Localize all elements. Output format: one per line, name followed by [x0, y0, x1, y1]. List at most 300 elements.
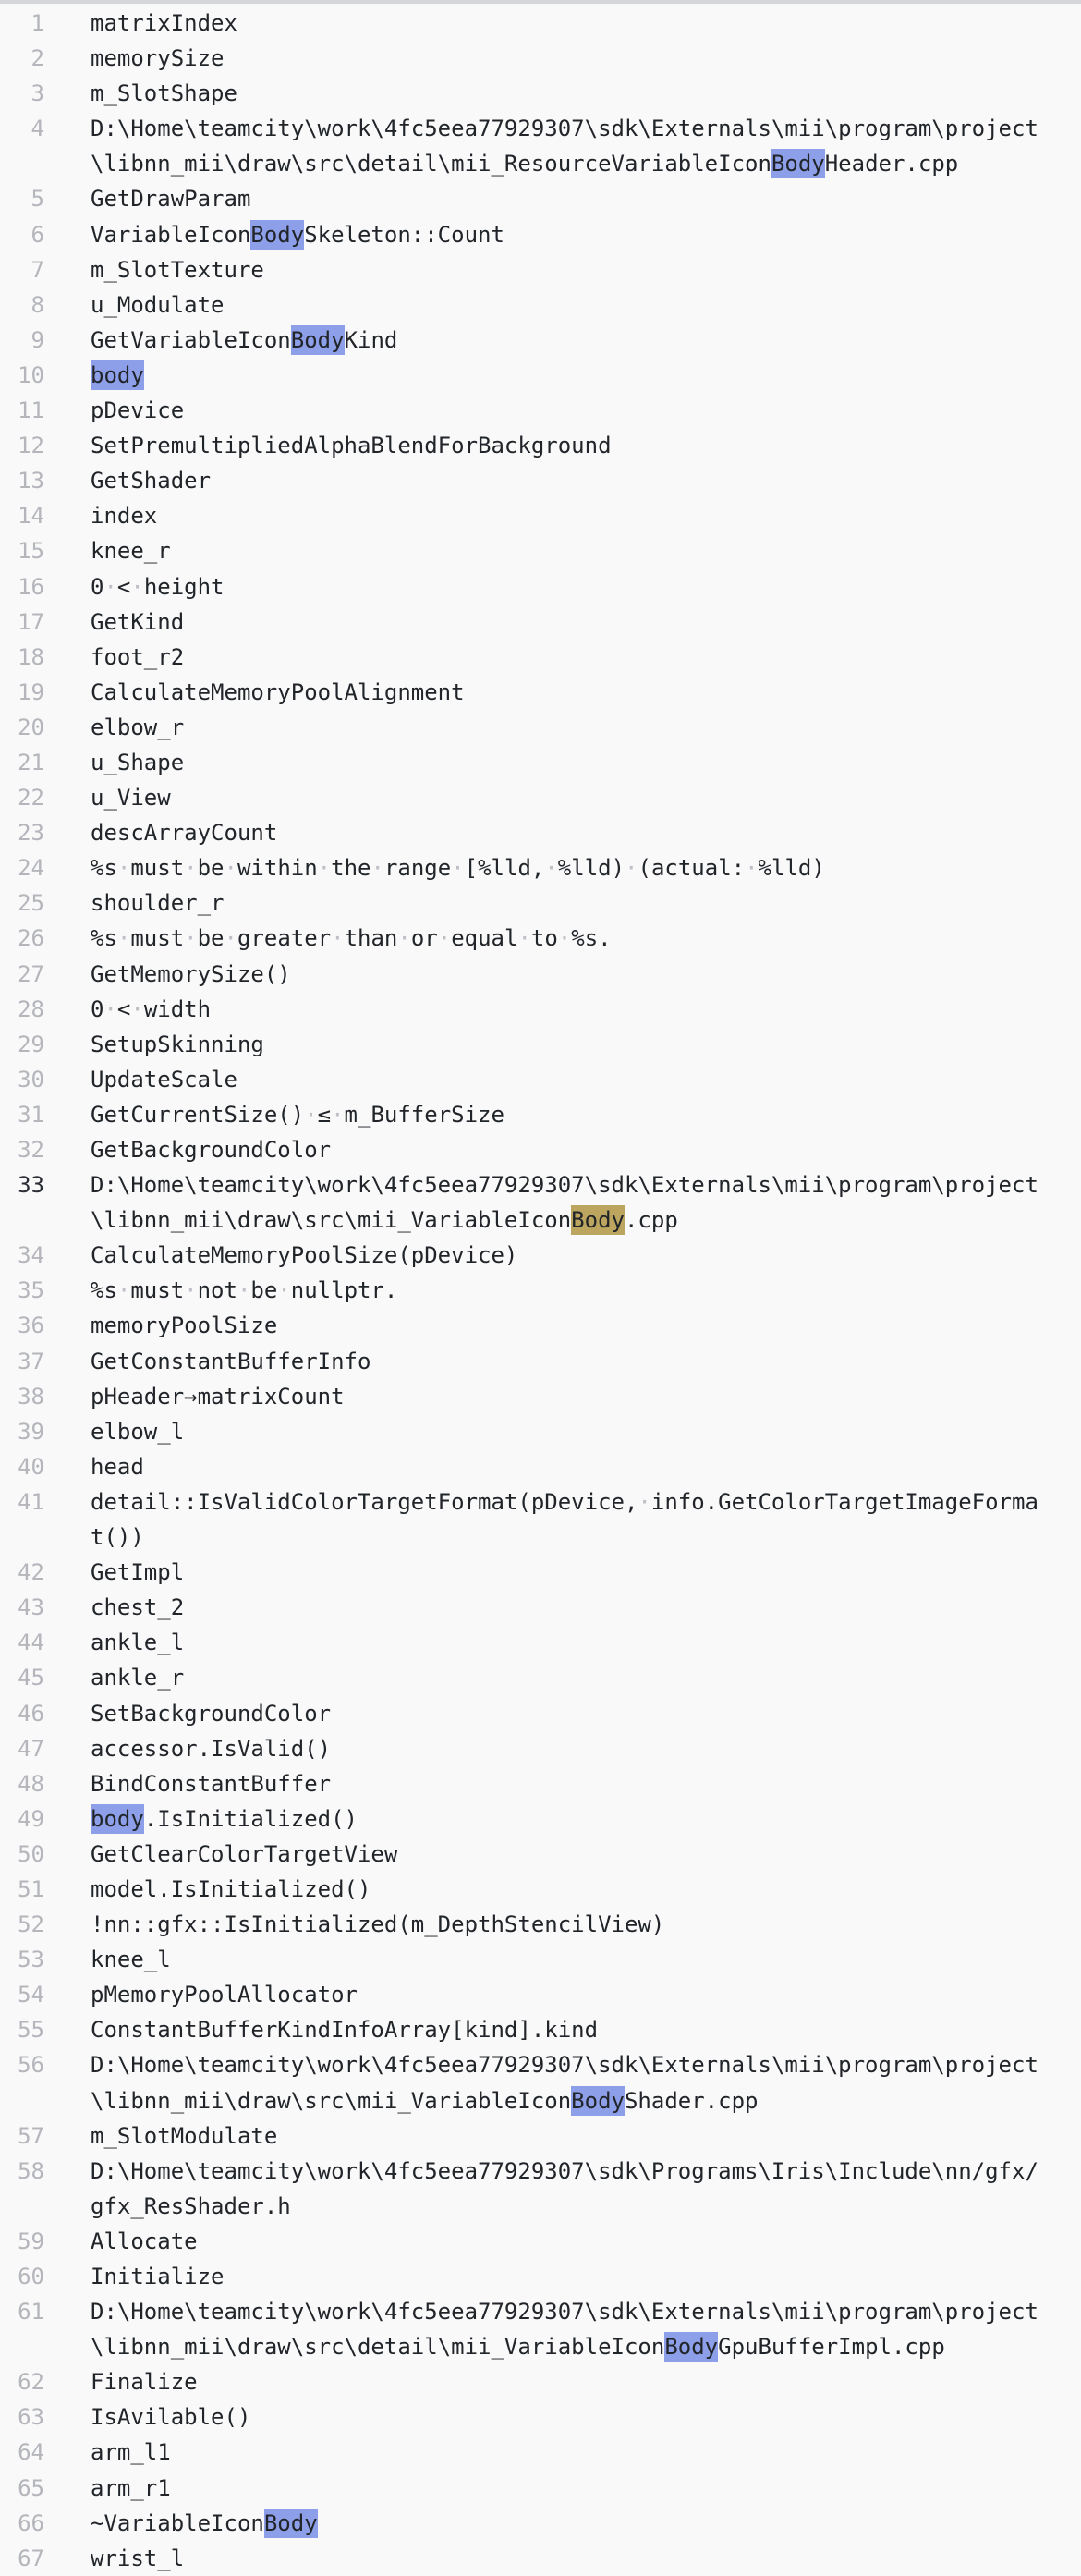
string-line[interactable]: [0, 710, 1081, 745]
string-line[interactable]: [0, 1907, 1081, 1942]
line-number: 12: [18, 433, 44, 459]
string-value: [91, 1308, 1047, 1343]
string-line[interactable]: [0, 6, 1081, 41]
current-line-number: 33: [18, 1172, 44, 1199]
string-text: elbow_r: [91, 714, 185, 740]
whitespace-dot: ·: [184, 855, 198, 882]
string-text: knee_l: [91, 1947, 171, 1973]
whitespace-dot: ·: [116, 1277, 131, 1304]
string-line[interactable]: [0, 1590, 1081, 1625]
search-match-highlight: Body: [250, 221, 305, 248]
string-text: Initialize: [91, 2264, 225, 2289]
string-text: GetImpl: [91, 1559, 185, 1586]
string-value: [91, 393, 1047, 428]
string-value: [91, 1872, 1047, 1907]
line-number: 21: [18, 749, 44, 775]
search-match-highlight: Body: [263, 2509, 318, 2536]
line-number: 66: [18, 2509, 44, 2536]
string-line[interactable]: [0, 957, 1081, 992]
string-line[interactable]: [0, 815, 1081, 850]
string-line[interactable]: [0, 252, 1081, 287]
string-text: m_SlotShape: [91, 80, 237, 107]
whitespace-dot: ·: [224, 925, 237, 952]
string-text: IsAvilable(): [91, 2404, 251, 2431]
string-value: [91, 181, 1047, 216]
string-text: GetVariableIcon: [91, 326, 291, 353]
line-number: 48: [18, 1770, 44, 1797]
string-line[interactable]: [0, 640, 1081, 675]
strings-list: [0, 4, 1081, 2576]
string-value: [91, 745, 1047, 780]
line-number: 22: [18, 785, 44, 812]
whitespace-dot: ·: [103, 995, 117, 1022]
string-text: m_SlotTexture: [91, 256, 264, 283]
whitespace-dot: ·: [517, 925, 531, 952]
string-line[interactable]: [0, 921, 1081, 956]
string-value: [91, 1097, 1047, 1132]
string-value: [91, 2259, 1047, 2294]
string-text: D:\Home\teamcity\work\4fc5eea77929307\sdk\Externals\mii\program\project\libnn_mii\draw\src\mii_VariableIcon: [91, 1172, 1038, 1234]
string-value: [91, 992, 1047, 1027]
line-number: 2: [30, 45, 44, 72]
string-text: arm_r1: [91, 2474, 171, 2501]
line-number: 1: [30, 10, 44, 36]
string-text: CalculateMemoryPoolAlignment: [91, 678, 465, 705]
line-number: 47: [18, 1735, 44, 1762]
string-line[interactable]: [0, 780, 1081, 815]
string-line[interactable]: [0, 1731, 1081, 1766]
string-line[interactable]: [0, 745, 1081, 780]
string-line[interactable]: [0, 1273, 1081, 1308]
string-text: shoulder_r: [91, 890, 225, 917]
string-line[interactable]: [0, 992, 1081, 1027]
whitespace-dot: ·: [184, 1277, 198, 1304]
string-value: [91, 675, 1047, 710]
string-text: 0·<·height: [91, 573, 225, 600]
line-number: 7: [30, 256, 44, 283]
string-value: [91, 323, 1047, 358]
string-value: [91, 2012, 1047, 2047]
string-text: GetShader: [91, 468, 212, 494]
string-text: GetMemorySize(): [91, 960, 291, 987]
line-number: 24: [18, 855, 44, 882]
string-value: [91, 498, 1047, 533]
line-number: 55: [18, 2017, 44, 2044]
whitespace-dot: ·: [304, 1101, 318, 1128]
string-value: [91, 1238, 1047, 1273]
string-line[interactable]: [0, 2154, 1081, 2224]
whitespace-dot: ·: [370, 855, 384, 882]
string-line[interactable]: [0, 2259, 1081, 2294]
line-number: 52: [18, 1911, 44, 1938]
string-text: GetKind: [91, 608, 185, 635]
string-line[interactable]: [0, 428, 1081, 463]
string-line[interactable]: [0, 850, 1081, 885]
string-line[interactable]: [0, 217, 1081, 252]
string-text: Finalize: [91, 2369, 198, 2396]
string-value: [91, 6, 1047, 41]
line-number: 51: [18, 1875, 44, 1902]
line-number: 53: [18, 1947, 44, 1973]
string-text: wrist_l: [91, 2545, 185, 2571]
string-line[interactable]: [0, 1379, 1081, 1414]
string-line[interactable]: [0, 393, 1081, 428]
line-number: 46: [18, 1700, 44, 1727]
line-number: 60: [18, 2264, 44, 2289]
string-value: [91, 1132, 1047, 1167]
string-text: SetPremultipliedAlphaBlendForBackground: [91, 433, 612, 459]
string-value: [91, 41, 1047, 76]
string-value: [91, 640, 1047, 675]
string-value: [91, 2435, 1047, 2470]
line-number: 64: [18, 2439, 44, 2466]
string-text: memorySize: [91, 45, 225, 72]
string-text: u_View: [91, 785, 171, 812]
whitespace-dot: ·: [317, 855, 332, 882]
string-value: [91, 1449, 1047, 1484]
line-number: 59: [18, 2228, 44, 2254]
string-text: pMemoryPoolAllocator: [91, 1982, 358, 2008]
string-value: [91, 1555, 1047, 1590]
string-line[interactable]: [0, 463, 1081, 498]
line-number: 9: [30, 326, 44, 353]
line-number: 15: [18, 538, 44, 565]
string-text: GetCurrentSize()·≤·m_BufferSize: [91, 1101, 504, 1128]
line-number: 50: [18, 1840, 44, 1867]
string-line[interactable]: [0, 1625, 1081, 1660]
line-number: 13: [18, 468, 44, 494]
search-match-highlight: Body: [771, 151, 825, 177]
string-text: model.IsInitialized(): [91, 1875, 371, 1902]
string-text: CalculateMemoryPoolSize(pDevice): [91, 1242, 518, 1269]
string-line[interactable]: [0, 885, 1081, 921]
string-value: [91, 1167, 1047, 1238]
line-number: 3: [30, 80, 44, 107]
whitespace-dot: ·: [331, 925, 345, 952]
string-value: [91, 2471, 1047, 2506]
string-text: ~VariableIcon: [91, 2509, 264, 2536]
string-text: knee_r: [91, 538, 171, 565]
string-value: [91, 217, 1047, 252]
line-number: 41: [18, 1488, 44, 1515]
string-value: [91, 1273, 1047, 1308]
string-line[interactable]: [0, 1167, 1081, 1238]
string-value: [91, 2047, 1047, 2118]
string-text: chest_2: [91, 1594, 185, 1621]
string-value: [91, 710, 1047, 745]
line-number: 38: [18, 1383, 44, 1410]
string-text: GpuBufferImpl.cpp: [718, 2334, 945, 2361]
line-number: 67: [18, 2545, 44, 2571]
line-number: 61: [18, 2299, 44, 2326]
string-text: u_Modulate: [91, 291, 225, 318]
line-number: 26: [18, 925, 44, 952]
string-text: Header.cpp: [824, 151, 959, 177]
string-value: [91, 1907, 1047, 1942]
line-number: 42: [18, 1559, 44, 1586]
string-value: [91, 850, 1047, 885]
line-number: 45: [18, 1665, 44, 1691]
string-line[interactable]: [0, 1942, 1081, 1977]
string-value: [91, 1766, 1047, 1801]
string-text: D:\Home\teamcity\work\4fc5eea77929307\sdk\Externals\mii\program\project\libnn_mii\draw\src\mii_VariableIcon: [91, 2052, 1038, 2114]
string-value: [91, 2224, 1047, 2259]
string-line[interactable]: [0, 1097, 1081, 1132]
string-line[interactable]: [0, 2541, 1081, 2576]
string-value: [91, 1731, 1047, 1766]
line-number: 36: [18, 1312, 44, 1339]
string-value: [91, 2541, 1047, 2576]
string-line[interactable]: [0, 1062, 1081, 1097]
current-search-match-highlight: Body: [571, 1207, 625, 1234]
string-text: m_SlotModulate: [91, 2122, 278, 2149]
string-line[interactable]: [0, 675, 1081, 710]
whitespace-dot: ·: [130, 995, 144, 1022]
string-line[interactable]: [0, 2364, 1081, 2399]
search-match-highlight: Body: [290, 326, 345, 353]
line-number: 31: [18, 1101, 44, 1128]
string-value: [91, 1801, 1047, 1837]
string-line[interactable]: [0, 1696, 1081, 1731]
string-text: matrixIndex: [91, 10, 237, 36]
string-line[interactable]: [0, 1837, 1081, 1872]
string-text: %s·must·be·within·the·range·[%lld,·%lld)·(actual:·%lld): [91, 855, 825, 882]
line-number: 32: [18, 1137, 44, 1163]
string-line[interactable]: [0, 569, 1081, 604]
string-value: [91, 1837, 1047, 1872]
string-text: head: [91, 1453, 144, 1480]
string-text: pHeader→matrixCount: [91, 1383, 345, 1410]
string-line[interactable]: [0, 1484, 1081, 1555]
string-text: ConstantBufferKindInfoArray[kind].kind: [91, 2017, 599, 2044]
string-value: [91, 358, 1047, 393]
string-value: [91, 2118, 1047, 2154]
string-line[interactable]: [0, 41, 1081, 76]
string-text: .IsInitialized(): [143, 1805, 358, 1832]
string-value: [91, 1625, 1047, 1660]
search-match-highlight: body: [91, 361, 144, 388]
line-number: 39: [18, 1418, 44, 1445]
string-text: BindConstantBuffer: [91, 1770, 332, 1797]
line-number: 16: [18, 573, 44, 600]
string-value: [91, 463, 1047, 498]
string-text: .cpp: [624, 1207, 678, 1234]
string-value: [91, 1590, 1047, 1625]
string-text: elbow_l: [91, 1418, 185, 1445]
line-number: 23: [18, 820, 44, 847]
string-value: [91, 1344, 1047, 1379]
whitespace-dot: ·: [184, 925, 198, 952]
string-text: GetClearColorTargetView: [91, 1840, 398, 1867]
string-line[interactable]: [0, 1872, 1081, 1907]
search-match-highlight: body: [91, 1805, 144, 1832]
string-value: [91, 1660, 1047, 1695]
line-number: 4: [30, 116, 44, 142]
line-number: 35: [18, 1277, 44, 1304]
string-text: SetBackgroundColor: [91, 1700, 332, 1727]
string-value: [91, 76, 1047, 111]
string-value: [91, 2506, 1047, 2541]
string-text: u_Shape: [91, 749, 185, 775]
string-line[interactable]: [0, 2224, 1081, 2259]
string-text: detail::IsValidColorTargetFormat(pDevice,·info.GetColorTargetImageFormat()): [91, 1488, 1038, 1551]
whitespace-dot: ·: [638, 1488, 651, 1515]
line-number: 63: [18, 2404, 44, 2431]
line-number: 30: [18, 1066, 44, 1093]
string-line[interactable]: [0, 1801, 1081, 1837]
string-text: memoryPoolSize: [91, 1312, 278, 1339]
string-value: [91, 2154, 1047, 2224]
string-line[interactable]: [0, 1449, 1081, 1484]
whitespace-dot: ·: [437, 925, 452, 952]
string-text: foot_r2: [91, 643, 185, 670]
string-text: GetDrawParam: [91, 186, 251, 213]
line-number: 57: [18, 2122, 44, 2149]
line-number: 43: [18, 1594, 44, 1621]
string-text: UpdateScale: [91, 1066, 237, 1093]
string-value: [91, 780, 1047, 815]
string-value: [91, 1379, 1047, 1414]
string-line[interactable]: [0, 498, 1081, 533]
string-value: [91, 921, 1047, 956]
string-value: [91, 1414, 1047, 1449]
string-text: %s·must·be·greater·than·or·equal·to·%s.: [91, 925, 612, 952]
string-value: [91, 428, 1047, 463]
string-line[interactable]: [0, 1977, 1081, 2012]
search-match-highlight: Body: [664, 2334, 719, 2361]
line-number: 29: [18, 1031, 44, 1057]
string-value: [91, 815, 1047, 850]
string-line[interactable]: [0, 2435, 1081, 2470]
string-line[interactable]: [0, 1027, 1081, 1062]
string-value: [91, 2399, 1047, 2435]
string-text: D:\Home\teamcity\work\4fc5eea77929307\sdk\Externals\mii\program\project\libnn_mii\draw\src\detail\mii_ResourceVariableIcon: [91, 116, 1038, 177]
string-line[interactable]: [0, 1660, 1081, 1695]
string-line[interactable]: [0, 2012, 1081, 2047]
string-line[interactable]: [0, 181, 1081, 216]
string-text: VariableIcon: [91, 221, 251, 248]
string-text: arm_l1: [91, 2439, 171, 2466]
string-line[interactable]: [0, 2294, 1081, 2364]
line-number: 27: [18, 960, 44, 987]
string-value: [91, 2294, 1047, 2364]
line-number: 49: [18, 1805, 44, 1832]
string-line[interactable]: [0, 533, 1081, 568]
string-text: !nn::gfx::IsInitialized(m_DepthStencilView): [91, 1911, 665, 1938]
string-line[interactable]: [0, 1766, 1081, 1801]
string-text: SetupSkinning: [91, 1031, 264, 1057]
line-number: 10: [18, 361, 44, 388]
string-text: Kind: [344, 326, 398, 353]
string-value: [91, 1942, 1047, 1977]
whitespace-dot: ·: [130, 573, 144, 600]
line-number: 17: [18, 608, 44, 635]
line-number: 62: [18, 2369, 44, 2396]
string-value: [91, 287, 1047, 323]
string-text: GetBackgroundColor: [91, 1137, 332, 1163]
string-line[interactable]: [0, 2471, 1081, 2506]
line-number: 25: [18, 890, 44, 917]
line-number: 58: [18, 2157, 44, 2184]
whitespace-dot: ·: [116, 855, 131, 882]
string-text: descArrayCount: [91, 820, 278, 847]
line-number: 65: [18, 2474, 44, 2501]
string-line[interactable]: [0, 76, 1081, 111]
string-line[interactable]: [0, 323, 1081, 358]
line-number: 8: [30, 291, 44, 318]
string-value: [91, 111, 1047, 181]
search-match-highlight: Body: [571, 2087, 625, 2114]
line-number: 44: [18, 1630, 44, 1656]
whitespace-dot: ·: [745, 855, 759, 882]
string-line[interactable]: [0, 2399, 1081, 2435]
string-text: GetConstantBufferInfo: [91, 1348, 371, 1374]
line-number: 5: [30, 186, 44, 213]
line-number: 18: [18, 643, 44, 670]
string-line[interactable]: [0, 1555, 1081, 1590]
whitespace-dot: ·: [451, 855, 465, 882]
string-line[interactable]: [0, 1308, 1081, 1343]
line-number: 19: [18, 678, 44, 705]
string-text: %s·must·not·be·nullptr.: [91, 1277, 398, 1304]
whitespace-dot: ·: [625, 855, 638, 882]
string-line[interactable]: [0, 1238, 1081, 1273]
string-line[interactable]: [0, 287, 1081, 323]
string-text: Skeleton::Count: [304, 221, 504, 248]
string-value: [91, 957, 1047, 992]
string-line[interactable]: [0, 604, 1081, 640]
string-value: [91, 1696, 1047, 1731]
string-line[interactable]: [0, 2047, 1081, 2118]
string-line[interactable]: [0, 1344, 1081, 1379]
line-number: 34: [18, 1242, 44, 1269]
string-value: [91, 2364, 1047, 2399]
string-value: [91, 252, 1047, 287]
line-number: 28: [18, 995, 44, 1022]
string-line[interactable]: [0, 1132, 1081, 1167]
string-text: ankle_l: [91, 1630, 185, 1656]
line-number: 56: [18, 2052, 44, 2079]
string-value: [91, 1062, 1047, 1097]
string-line[interactable]: [0, 2118, 1081, 2154]
string-line[interactable]: [0, 358, 1081, 393]
line-number: 11: [18, 397, 44, 424]
line-number: 14: [18, 503, 44, 530]
string-text: accessor.IsValid(): [91, 1735, 332, 1762]
string-value: [91, 1977, 1047, 2012]
whitespace-dot: ·: [116, 925, 131, 952]
whitespace-dot: ·: [224, 855, 237, 882]
string-text: index: [91, 503, 158, 530]
line-number: 54: [18, 1982, 44, 2008]
string-line[interactable]: [0, 2506, 1081, 2541]
string-text: Shader.cpp: [624, 2087, 759, 2114]
whitespace-dot: ·: [331, 1101, 345, 1128]
string-text: pDevice: [91, 397, 185, 424]
string-text: D:\Home\teamcity\work\4fc5eea77929307\sdk\Programs\Iris\Include\nn/gfx/gfx_ResShader.h: [91, 2157, 1038, 2219]
whitespace-dot: ·: [103, 573, 117, 600]
string-value: [91, 569, 1047, 604]
whitespace-dot: ·: [277, 1277, 291, 1304]
string-value: [91, 533, 1047, 568]
whitespace-dot: ·: [557, 925, 572, 952]
string-value: [91, 1027, 1047, 1062]
string-text: D:\Home\teamcity\work\4fc5eea77929307\sdk\Externals\mii\program\project\libnn_mii\draw\src\detail\mii_VariableIcon: [91, 2299, 1038, 2361]
string-line[interactable]: [0, 1414, 1081, 1449]
string-line[interactable]: [0, 111, 1081, 181]
whitespace-dot: ·: [397, 925, 411, 952]
whitespace-dot: ·: [237, 1277, 251, 1304]
